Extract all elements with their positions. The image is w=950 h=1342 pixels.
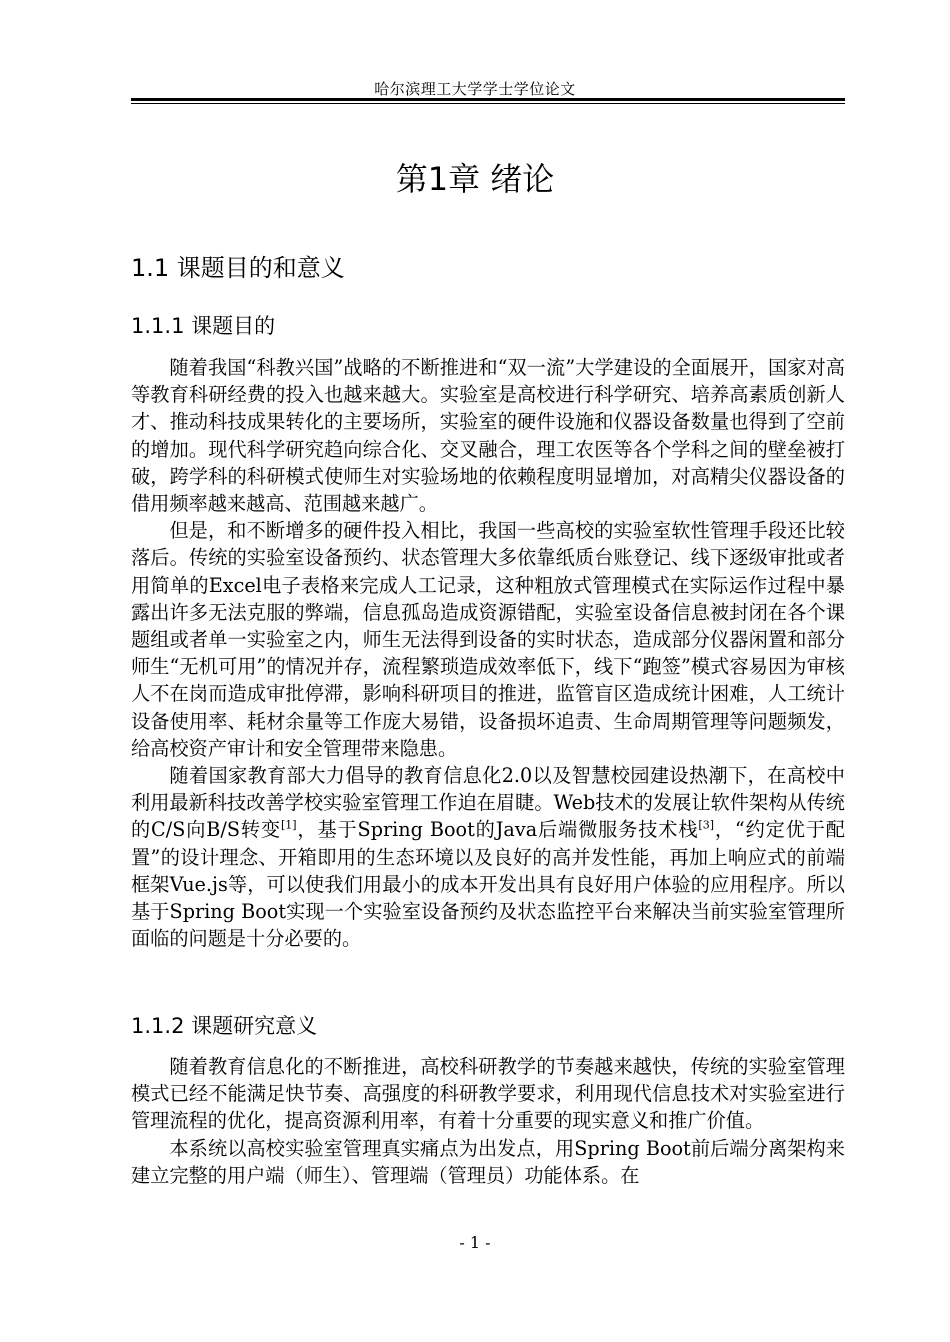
paragraph: 随着我国“科教兴国”战略的不断推进和“双一流”大学建设的全面展开，国家对高等教育科研经费的投入也越来越大。实验室是高校进行科学研究、培养高素质创新人才、推动科技成果转化的主要场所，实验室的硬件设施和仪器设备数量也得到了空前的增加。现代科学研究趋向综合化、交叉融合，理工农医等各个学科之间的壁垒被打破，跨学科的科研模式使师生对实验场地的依赖程度明显增加，对高精尖仪器设备的借用频率越来越高、范围越来越广。 <box>131 356 845 516</box>
paragraph <box>131 762 845 952</box>
section-1-1-2-heading: 1.1.2 课题研究意义 <box>131 1014 318 1038</box>
section-1-1-1-heading: 1.1.1 课题目的 <box>131 314 276 338</box>
paragraph-text: ，“约定优于配置”的设计理念、开箱即用的生态环境以及良好的高并发性能，再加上响应式的前端框架Vue.js等，可以使我们用最小的成本开发出具有良好用户体验的应用程序。所以基于Spring Boot实现一个实验室设备预约及状态监控平台来解决当前实验室管理所面临的问题是十分必要的。 <box>131 818 845 951</box>
paragraph: 本系统以高校实验室管理真实痛点为出发点，用Spring Boot前后端分离架构来建立完整的用户端（师生）、管理端（管理员）功能体系。在 <box>131 1136 845 1187</box>
paragraph-text: 随着国家教育部大力倡导的教育信息化2.0以及智慧校园建设热潮下，在高校中利用最新科技改善学校实验室管理工作迫在眉睫。Web技术的发展让软件架构从传统的C/S向B/S转变 <box>131 764 845 842</box>
paragraph-text: ，基于Spring Boot的Java后端微服务技术栈 <box>296 818 699 842</box>
chapter-title: 第1章 绪论 <box>395 160 555 198</box>
header-rule-thick <box>131 98 845 101</box>
header-rule-thin <box>131 103 845 104</box>
section-1-1-heading: 1.1 课题目的和意义 <box>131 254 345 282</box>
paragraph: 随着教育信息化的不断推进，高校科研教学的节奏越来越快，传统的实验室管理模式已经不能满足快节奏、高强度的科研教学要求，利用现代信息技术对实验室进行管理流程的优化，提高资源利用率，有着十分重要的现实意义和推广价值。 <box>131 1055 845 1133</box>
section-1-1-2-body <box>131 1053 845 1189</box>
citation-ref: [1] <box>280 819 297 833</box>
section-1-1-1-body <box>131 354 845 952</box>
page-number: - 1 - <box>459 1233 491 1252</box>
running-header: 哈尔滨理工大学学士学位论文 <box>374 80 576 98</box>
paragraph: 但是，和不断增多的硬件投入相比，我国一些高校的实验室软性管理手段还比较落后。传统的实验室设备预约、状态管理大多依靠纸质台账登记、线下逐级审批或者用简单的Excel电子表格来完成人工记录，这种粗放式管理模式在实际运作过程中暴露出许多无法克服的弊端，信息孤岛造成资源错配，实验室设备信息被封闭在各个课题组或者单一实验室之内，师生无法得到设备的实时状态，造成部分仪器闲置和部分师生“无机可用”的情况并存，流程繁琐造成效率低下，线下“跑签”模式容易因为审核人不在岗而造成审批停滞，影响科研项目的推进，监管盲区造成统计困难，人工统计设备使用率、耗材余量等工作庞大易错，设备损坏追责、生命周期管理等问题频发，给高校资产审计和安全管理带来隐患。 <box>131 519 845 760</box>
citation-ref: [3] <box>698 819 715 833</box>
